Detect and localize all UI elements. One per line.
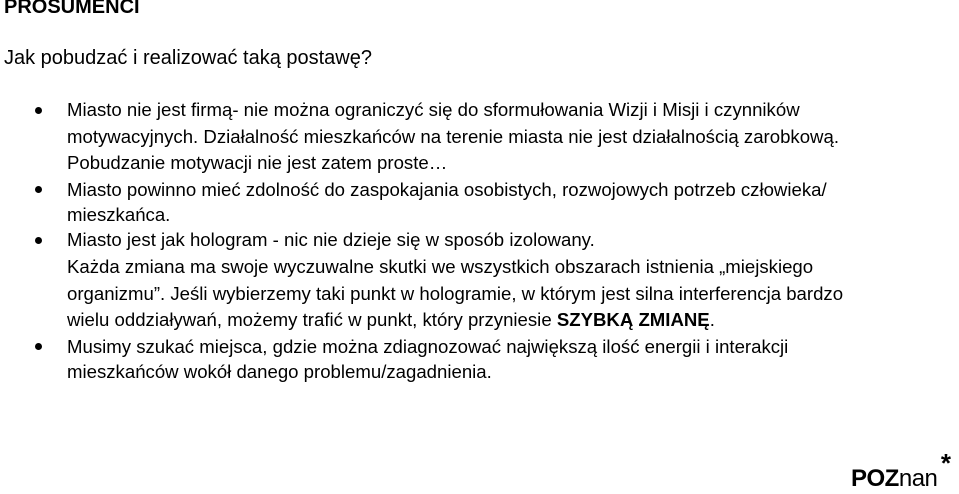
bullet-line: mieszkańców wokół danego problemu/zagadnienia. <box>67 360 492 382</box>
logo-caps: POZ <box>851 465 899 492</box>
bullet-line: Miasto nie jest firmą- nie można ograniczyć się do sformułowania Wizji i Misji i czynników <box>67 99 800 120</box>
bullet-line: organizmu”. Jeśli wybierzemy taki punkt w hologramie, w którym jest silna interferencja bardzo <box>67 282 844 304</box>
bullet-item-city-hologram <box>0 227 959 334</box>
bullet-dot-icon <box>35 186 42 193</box>
bullet-line: motywacyjnych. Działalność mieszkańców na terenie miasta nie jest działalnością zarobkową. <box>67 125 839 147</box>
star-icon: * <box>940 448 951 478</box>
bullet-line-suffix: . <box>709 309 715 331</box>
emphasis-text: SZYBKĄ ZMIANĘ <box>556 309 710 331</box>
bullet-dot-icon <box>35 237 42 244</box>
bullet-line: Każda zmiana ma swoje wyczuwalne skutki we wszystkich obszarach istnienia „miejskiego <box>67 255 814 277</box>
bullet-dot-icon <box>35 343 42 350</box>
bullet-line-text: wielu oddziaływań, możemy trafić w punkt, który przyniesie <box>67 309 557 331</box>
bullet-line: Pobudzanie motywacji nie jest zatem proste… <box>67 152 448 174</box>
bullet-line: Musimy szukać miejsca, gdzie można zdiagnozować największą ilość energii i interakcji <box>67 335 789 357</box>
bullet-item-city-not-firm <box>0 97 959 177</box>
logo-wordmark <box>851 466 937 492</box>
bullet-line: Miasto jest jak hologram - nic nie dzieje się w sposób izolowany. <box>67 229 595 251</box>
poznan-logo <box>851 448 951 494</box>
bullet-line: mieszkańca. <box>67 204 171 226</box>
logo-rest: nan <box>898 465 938 492</box>
bullet-line: Miasto powinno mieć zdolność do zaspokajania osobistych, rozwojowych potrzeb człowieka/ <box>67 179 827 201</box>
bullet-dot-icon <box>35 107 42 114</box>
bullet-line-with-emphasis <box>67 307 949 334</box>
question-line: Jak pobudzać i realizować taką postawę? <box>4 47 372 69</box>
bullet-item-search-places <box>0 334 959 384</box>
page-heading: PROSUMENCI <box>4 0 140 18</box>
bullet-item-city-needs <box>0 177 959 227</box>
bullet-list <box>0 97 959 384</box>
